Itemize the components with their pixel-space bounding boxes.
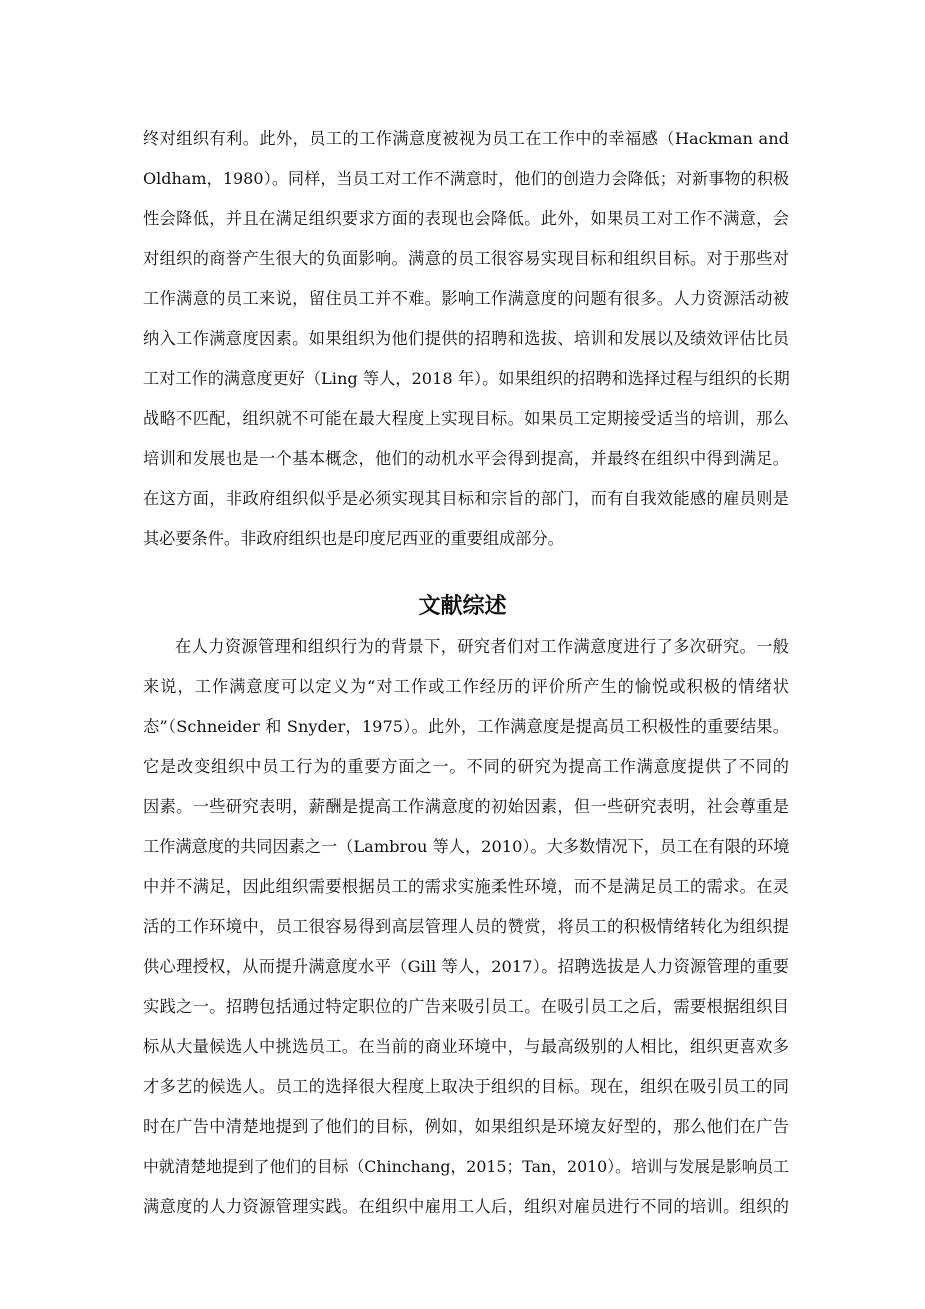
text-line: 中就清楚地提到了他们的目标（Chinchang，2015；Tan，2010）。培训与发展是影响员工 — [143, 1157, 789, 1176]
text-line: 工作满意度的共同因素之一（Lambrou 等人，2010）。大多数情况下，员工在有限的环境 — [143, 837, 790, 856]
text-line: 纳入工作满意度因素。如果组织为他们提供的招聘和选拔、培训和发展以及绩效评估比员 — [143, 329, 789, 348]
text-line: 因素。一些研究表明，薪酬是提高工作满意度的初始因素，但一些研究表明，社会尊重是 — [143, 797, 789, 816]
text-line-last: 其必要条件。非政府组织也是印度尼西亚的重要组成部分。 — [143, 529, 564, 548]
text-line: 培训和发展也是一个基本概念，他们的动机水平会得到提高，并最终在组织中得到满足。 — [143, 449, 789, 468]
text-line: 才多艺的候选人。员工的选择很大程度上取决于组织的目标。现在，组织在吸引员工的同 — [143, 1077, 789, 1096]
text-line: 活的工作环境中，员工很容易得到高层管理人员的赞赏，将员工的积极情绪转化为组织提 — [143, 917, 789, 936]
text-line: 它是改变组织中员工行为的重要方面之一。不同的研究为提高工作满意度提供了不同的 — [143, 757, 789, 776]
section-heading: 文献综述 — [418, 594, 507, 619]
text-line: 终对组织有利。此外，员工的工作满意度被视为员工在工作中的幸福感（Hackman and — [143, 129, 789, 148]
text-line: 来说，工作满意度可以定义为“对工作或工作经历的评价所产生的愉悦或积极的情绪状 — [143, 677, 789, 696]
text-line: 战略不匹配，组织就不可能在最大程度上实现目标。如果员工定期接受适当的培训，那么 — [143, 409, 789, 428]
text-line: 时在广告中清楚地提到了他们的目标，例如，如果组织是环境友好型的，那么他们在广告 — [143, 1117, 789, 1136]
text-line: 工对工作的满意度更好（Ling 等人，2018 年）。如果组织的招聘和选择过程与组织的长期 — [143, 369, 790, 388]
text-line: 中并不满足，因此组织需要根据员工的需求实施柔性环境，而不是满足员工的需求。在灵 — [143, 877, 789, 896]
text-line: 实践之一。招聘包括通过特定职位的广告来吸引员工。在吸引员工之后，需要根据组织目 — [143, 997, 789, 1016]
text-line: 在这方面，非政府组织似乎是必须实现其目标和宗旨的部门，而有自我效能感的雇员则是 — [143, 489, 789, 508]
text-line: 性会降低，并且在满足组织要求方面的表现也会降低。此外，如果员工对工作不满意，会 — [143, 209, 789, 228]
text-line: 态”（Schneider 和 Snyder，1975）。此外，工作满意度是提高员工积极性的重要结果。 — [143, 717, 789, 736]
text-line: 工作满意的员工来说，留住员工并不难。影响工作满意度的问题有很多。人力资源活动被 — [143, 289, 789, 308]
text-line: Oldham，1980）。同样，当员工对工作不满意时，他们的创造力会降低；对新事物的积极 — [143, 169, 789, 188]
text-line: 标从大量候选人中挑选员工。在当前的商业环境中，与最高级别的人相比，组织更喜欢多 — [143, 1037, 789, 1056]
text-line: 满意度的人力资源管理实践。在组织中雇用工人后，组织对雇员进行不同的培训。组织的 — [143, 1197, 789, 1216]
text-line: 供心理授权，从而提升满意度水平（Gill 等人，2017）。招聘选拔是人力资源管理的重要 — [143, 957, 789, 976]
text-line: 对组织的商誉产生很大的负面影响。满意的员工很容易实现目标和组织目标。对于那些对 — [143, 249, 789, 268]
text-line-indented: 在人力资源管理和组织行为的背景下，研究者们对工作满意度进行了多次研究。一般 — [175, 637, 789, 656]
